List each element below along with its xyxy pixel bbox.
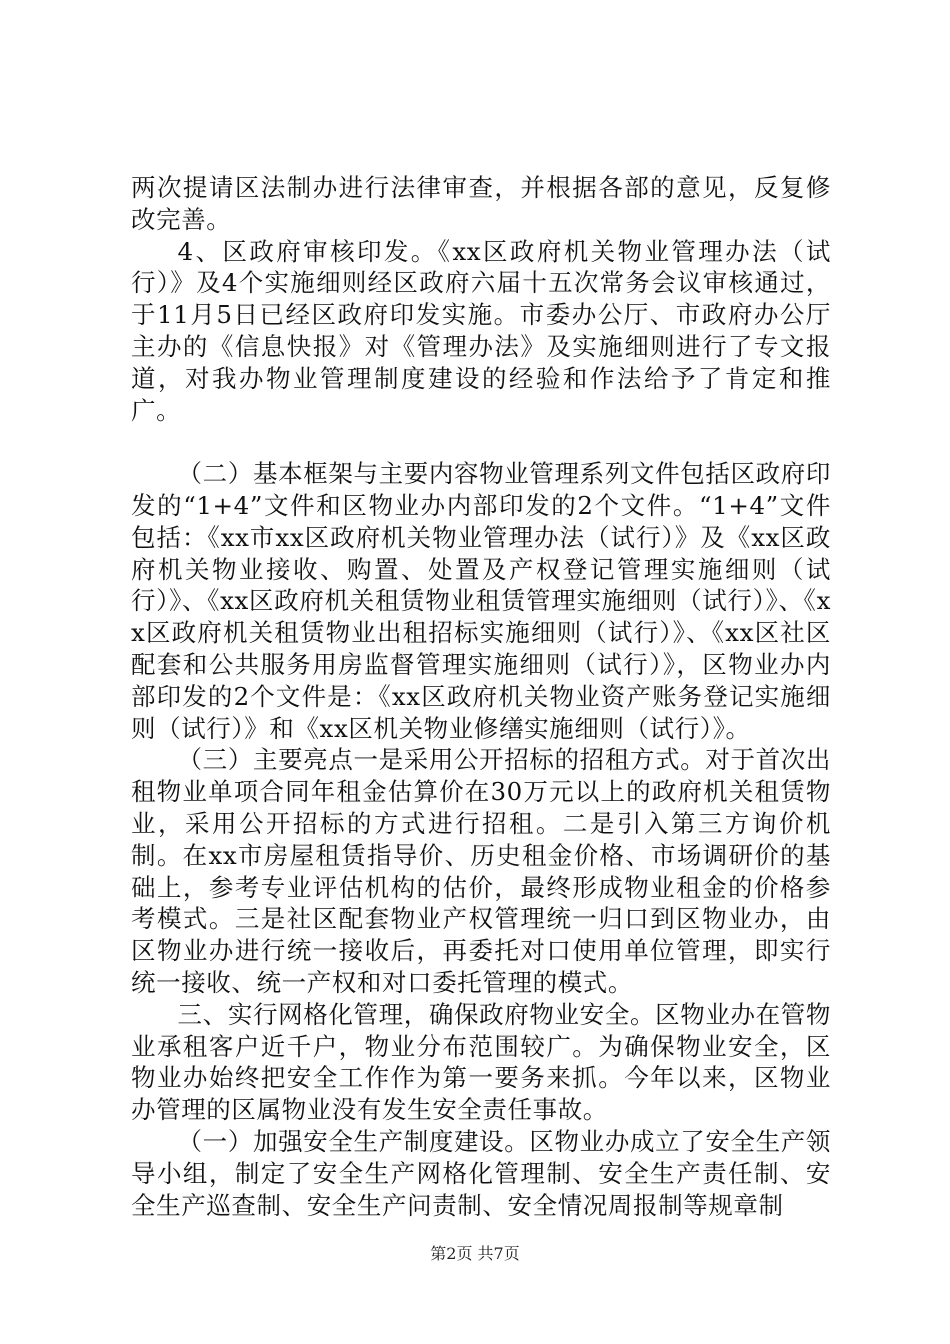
paragraph-3: （二）基本框架与主要内容物业管理系列文件包括区政府印发的“1+4”文件和区物业办内部印发的2个文件。“1+4”文件包括：《xx市xx区政府机关物业管理办法（试行）》及《xx区政府机关物业接收、购置、处置及产权登记管理实施细则（试行）》、《xx区政府机关租赁物业租赁管理实施细则（试行）》、《xx区政府机关租赁物业出租招标实施细则（试行）》、《xx区社区配套和公共服务用房监督管理实施细则（试行）》，区物业办内部印发的2个文件是：《xx区政府机关物业资产账务登记实施细则（试行）》和《xx区机关物业修缮实施细则（试行）》。 bbox=[131, 459, 831, 743]
document-body bbox=[131, 172, 831, 1221]
paragraph-2: 4、区政府审核印发。《xx区政府机关物业管理办法（试行）》及4个实施细则经区政府六届十五次常务会议审核通过，于11月5日已经区政府印发实施。市委办公厅、市政府办公厅主办的《信息快报》对《管理办法》及实施细则进行了专文报道，对我办物业管理制度建设的经验和作法给予了肯定和推广。 bbox=[131, 236, 831, 425]
paragraph-1: 两次提请区法制办进行法律审查，并根据各部的意见，反复修改完善。 bbox=[131, 173, 831, 234]
paragraph-6: （一）加强安全生产制度建设。区物业办成立了安全生产领导小组，制定了安全生产网格化管理制、安全生产责任制、安全生产巡查制、安全生产问责制、安全情况周报制等规章制 bbox=[131, 1126, 831, 1220]
paragraph-5: 三、实行网格化管理，确保政府物业安全。区物业办在管物业承租客户近千户，物业分布范围较广。为确保物业安全，区物业办始终把安全工作作为第一要务来抓。今年以来，区物业办管理的区属物业没有发生安全责任事故。 bbox=[131, 999, 831, 1125]
page-footer: 第2页 共7页 bbox=[430, 1244, 520, 1263]
paragraph-4: （三）主要亮点一是采用公开招标的招租方式。对于首次出租物业单项合同年租金估算价在30万元以上的政府机关租赁物业，采用公开招标的方式进行招租。二是引入第三方询价机制。在xx市房屋租赁指导价、历史租金价格、市场调研价的基础上，参考专业评估机构的估价，最终形成物业租金的价格参考模式。三是社区配套物业产权管理统一归口到区物业办，由区物业办进行统一接收后，再委托对口使用单位管理，即实行统一接收、统一产权和对口委托管理的模式。 bbox=[131, 745, 831, 997]
